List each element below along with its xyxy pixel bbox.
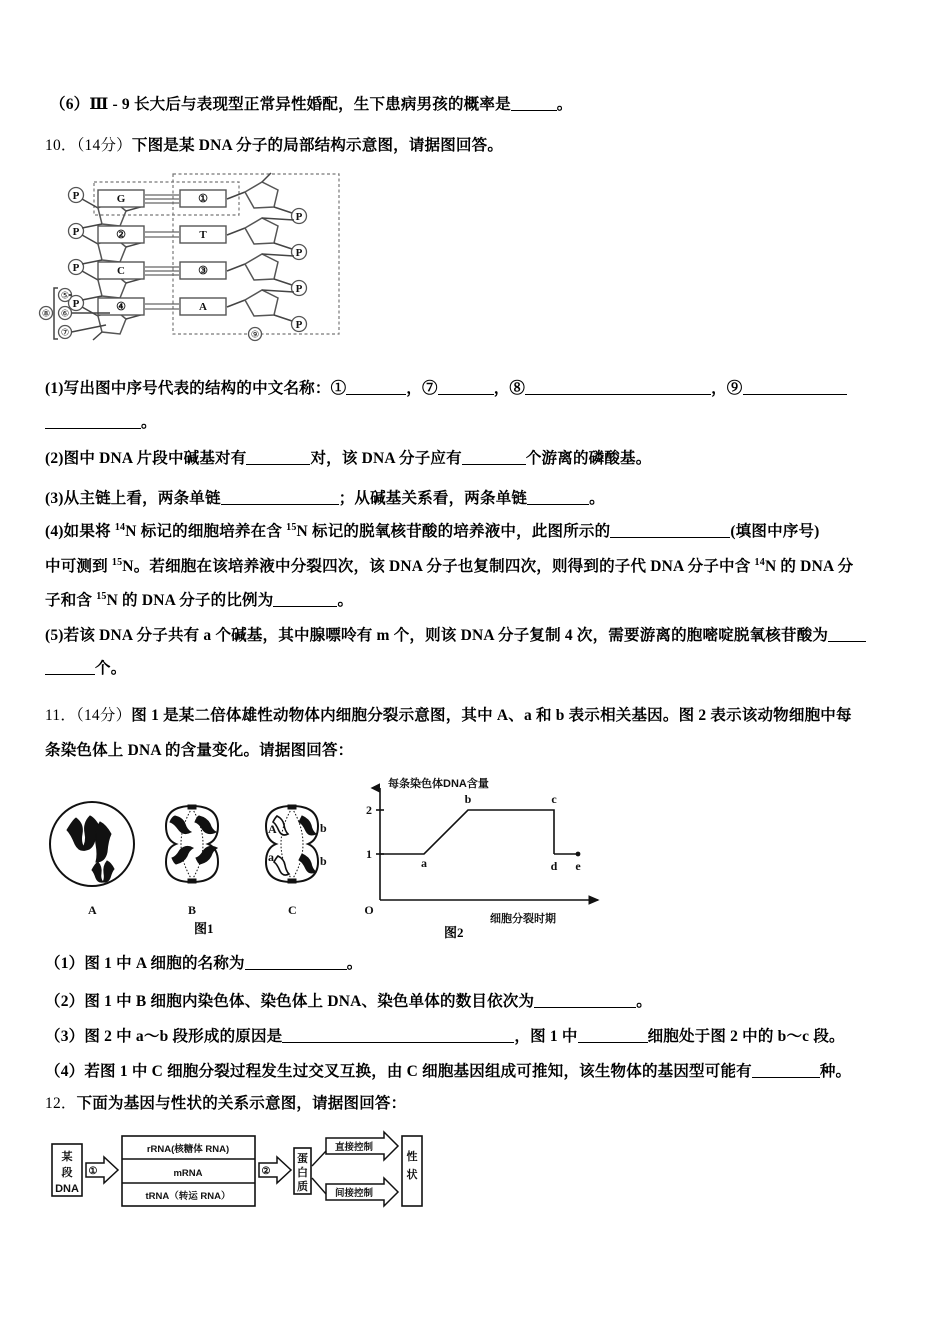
gene-label-b-bottom: b [320,854,327,868]
q10-4-h: 子和含 [45,592,97,609]
q10-stem-text: 下图是某 DNA 分子的局部结构示意图，请据图回答。 [131,137,504,154]
q11-sub-3 [45,1026,845,1047]
hydrogen-bonds [145,195,179,309]
figure-2-caption: 图2 [444,925,464,940]
q10-number: 10． [45,137,77,154]
question-10-stem [45,135,503,156]
svg-text:白: 白 [297,1167,308,1179]
y-axis-title: 每条染色体DNA含量 [388,778,489,790]
right-nucleotide-2 [227,218,307,260]
svg-text:某: 某 [61,1151,73,1163]
q10-4-d: (填图中序号) [730,523,820,540]
q11-3-text-a: （3）图 2 中 a～b 段形成的原因是 [45,1028,283,1045]
q10-3-text-a: (3)从主链上看，两条单链 [45,490,221,507]
svg-text:C: C [117,265,125,277]
question-11-stem-line1 [45,705,852,726]
q6-answer-blank[interactable] [511,110,557,111]
q11-3-blank-2[interactable] [578,1042,648,1043]
svg-text:A: A [199,301,207,313]
source-dna-box [52,1144,82,1196]
dna-structure-figure [41,168,352,350]
svg-text:⑤: ⑤ [60,291,70,302]
q10-sub-4-line3 [45,590,353,611]
svg-text:性: 性 [406,1151,418,1163]
q10-sub-5-line1 [45,625,866,646]
q11-4-text-a: （4）若图 1 中 C 细胞分裂过程发生过交叉互换，由 C 细胞基因组成可推知，该生物体的基因型可能有 [45,1063,752,1080]
question-11-stem-line2 [45,740,353,761]
q10-sub-2 [45,448,651,469]
svg-text:段: 段 [61,1167,73,1179]
q11-4-text-b: 种。 [819,1063,852,1080]
svg-text:状: 状 [406,1169,418,1181]
dna-content-curve [380,810,554,854]
right-nucleotide-4 [227,290,307,332]
cell-A-label: A [88,903,97,917]
q10-4-b: N 标记的细胞培养在含 [125,523,287,540]
left-base-2 [98,226,144,243]
svg-text:蛋: 蛋 [297,1153,308,1165]
svg-text:②: ② [261,1166,271,1177]
q11-4-blank[interactable] [752,1077,820,1078]
svg-text:P: P [295,283,303,295]
q11-2-text-b: 。 [636,993,652,1010]
q11-sub-4 [45,1061,851,1082]
x-axis-title: 细胞分裂时期 [490,913,556,925]
q10-5-blank-1[interactable] [828,641,866,642]
q10-4-i: N 的 DNA 分子的比例为 [106,592,274,609]
q10-sub-4-line2 [45,556,853,577]
figure-1-caption: 图1 [194,921,214,936]
indirect-control-box [326,1178,398,1206]
q10-4-blank-2[interactable] [273,606,337,607]
q11-stem-b: 条染色体上 DNA 的含量变化。请据图回答： [45,742,354,759]
svg-text:P: P [295,247,303,259]
q10-5-tail: 个。 [95,660,127,677]
q10-sub-5-line2 [45,658,126,679]
svg-text:③: ③ [198,265,208,277]
q10-4-blank-1[interactable] [610,537,730,538]
svg-text:②: ② [116,229,126,241]
cell-B [166,805,218,917]
y-tick-2: 2 [366,803,372,817]
svg-text:P: P [72,190,80,202]
q10-1-text-a: (1)写出图中序号代表的结构的中文名称：① [45,380,347,397]
q10-1-period: 。 [141,414,157,431]
isotope-n14-b: 14 [754,556,765,568]
direct-control-box [326,1132,398,1160]
svg-text:⑦: ⑦ [60,328,70,339]
q10-4-e: 中可测到 [45,558,112,575]
q10-3-text-c: 。 [589,490,605,507]
q12-stem-text: 下面为基因与性状的关系示意图，请据图回答： [76,1095,407,1112]
q11-number: 11． [45,707,77,724]
svg-text:①: ① [88,1166,98,1177]
rna-box [122,1136,255,1206]
gene-trait-flowchart [46,1126,446,1226]
question-6-tail [50,94,572,115]
q10-sub-4-line1 [45,521,820,542]
right-nucleotide-3 [227,254,307,296]
svg-text:⑨: ⑨ [250,330,260,341]
q11-sub-1 [45,953,362,974]
point-label-d: d [550,859,558,873]
point-label-e: e [575,859,581,873]
q11-sub-2 [45,991,652,1012]
q10-1-blank-1[interactable] [346,394,406,395]
q11-1-text-a: （1）图 1 中 A 细胞的名称为 [45,955,245,972]
q10-2-blank-2[interactable] [462,464,526,465]
gene-label-b-top: b [320,821,327,835]
q10-4-f: N。若细胞在该培养液中分裂四次，该 DNA 分子也复制四次，则得到的子代 DNA 分子中含 [122,558,755,575]
svg-text:④: ④ [116,301,126,313]
svg-text:质: 质 [297,1181,308,1193]
origin-label: O [364,903,374,917]
q11-3-text-c: 细胞处于图 2 中的 b～c 段。 [647,1028,845,1045]
isotope-n14-a: 14 [114,521,126,533]
point-label-b: b [464,792,472,806]
right-base-2 [180,226,226,243]
left-base-3 [98,262,144,279]
svg-text:T: T [199,229,207,241]
rna-row-trna: tRNA（转运 RNA） [145,1191,231,1202]
gene-label-A: A [268,822,277,836]
point-label-c: c [551,792,557,806]
protein-branches [312,1151,326,1194]
y-tick-1: 1 [366,847,372,861]
q10-3-blank-2[interactable] [527,504,589,505]
svg-text:P: P [72,262,80,274]
svg-text:P: P [295,211,303,223]
q10-1-blank-2[interactable] [438,394,494,395]
arrow-2-translation [259,1157,291,1183]
q10-2-text-a: (2)图中 DNA 片段中碱基对有 [45,450,247,467]
q11-1-text-b: 。 [346,955,363,972]
svg-text:①: ① [198,193,208,205]
svg-text:⑥: ⑥ [60,309,70,320]
q10-4-c: N 标记的脱氧核苷酸的培养液中，此图所示的 [296,523,611,540]
svg-text:P: P [72,298,80,310]
q10-1-blank-3[interactable] [525,394,711,395]
question-12-stem [45,1093,406,1114]
cell-A [50,802,134,917]
svg-text:直接控制: 直接控制 [334,1142,374,1153]
figure-1-cell-division [44,788,374,938]
q11-3-blank-1[interactable] [282,1042,514,1043]
isotope-n15-b: 15 [111,556,123,568]
q6-text: （6）Ⅲ - 9 长大后与表现型正常异性婚配，生下患病男孩的概率是 [50,96,511,113]
q11-1-blank[interactable] [245,969,347,970]
q10-2-text-b: 对，该 DNA 分子应有 [310,450,462,467]
figure-2-dna-content-chart [362,772,624,944]
q10-2-blank-1[interactable] [246,464,310,465]
q10-1-text-d: ，⑨ [711,380,743,397]
right-base-4 [180,298,226,315]
right-base-3 [180,262,226,279]
q10-score: （14分） [76,137,132,154]
q11-score: （14分） [76,707,132,724]
q10-3-blank-1[interactable] [221,504,339,505]
arrow-1-transcription [86,1157,118,1183]
rna-row-rrna: rRNA(核糖体 RNA) [146,1144,230,1155]
right-base-1 [180,190,226,207]
trait-box [402,1136,422,1206]
q10-1-text-b: ，⑦ [406,380,438,397]
q10-4-j: 。 [337,592,354,609]
isotope-n15-c: 15 [96,590,107,602]
q11-stem-a: 图 1 是某二倍体雄性动物体内细胞分裂示意图，其中 A、a 和 b 表示相关基因。图 2 表示该动物细胞中每 [131,707,852,724]
gene-label-a: a [268,850,274,864]
point-e-dot [576,852,581,857]
q10-sub-1-line1 [45,378,847,399]
q11-3-text-b: ，图 1 中 [514,1028,578,1045]
svg-text:⑧: ⑧ [41,309,51,320]
cell-B-label: B [188,903,197,917]
left-base-1 [98,190,144,207]
q11-2-blank[interactable] [534,1007,636,1008]
q6-period: 。 [556,96,573,113]
q10-3-text-b: ；从碱基关系看，两条单链 [338,490,528,507]
cell-C [266,805,327,917]
q11-2-text-a: （2）图 1 中 B 细胞内染色体、染色体上 DNA、染色单体的数目依次为 [45,993,535,1010]
q10-5-blank-2[interactable] [45,674,95,675]
rna-row-mrna: mRNA [173,1168,203,1179]
svg-text:G: G [116,193,126,205]
q10-1-blank-5[interactable] [45,428,141,429]
q10-sub-1-line2 [45,412,157,433]
q10-4-g: N 的 DNA 分 [764,558,854,575]
isotope-n15-a: 15 [286,521,297,533]
q10-2-text-c: 个游离的磷酸基。 [525,450,652,467]
q10-5-text: (5)若该 DNA 分子共有 a 个碱基，其中腺嘌呤有 m 个，则该 DNA 分子复制 4 次，需要游离的胞嘧啶脱氧核苷酸为 [45,627,829,644]
q12-number: 12． [45,1095,77,1112]
protein-box [294,1148,311,1194]
svg-text:DNA: DNA [55,1183,79,1195]
q10-sub-3 [45,488,605,509]
q10-1-blank-4[interactable] [743,394,847,395]
svg-text:间接控制: 间接控制 [334,1188,374,1199]
callout-9 [249,328,262,341]
q10-4-a: (4)如果将 [45,523,115,540]
point-label-a: a [421,856,427,870]
q10-1-text-c: ，⑧ [493,380,526,397]
svg-text:P: P [72,226,80,238]
svg-text:P: P [295,319,303,331]
cell-C-label: C [288,903,297,917]
